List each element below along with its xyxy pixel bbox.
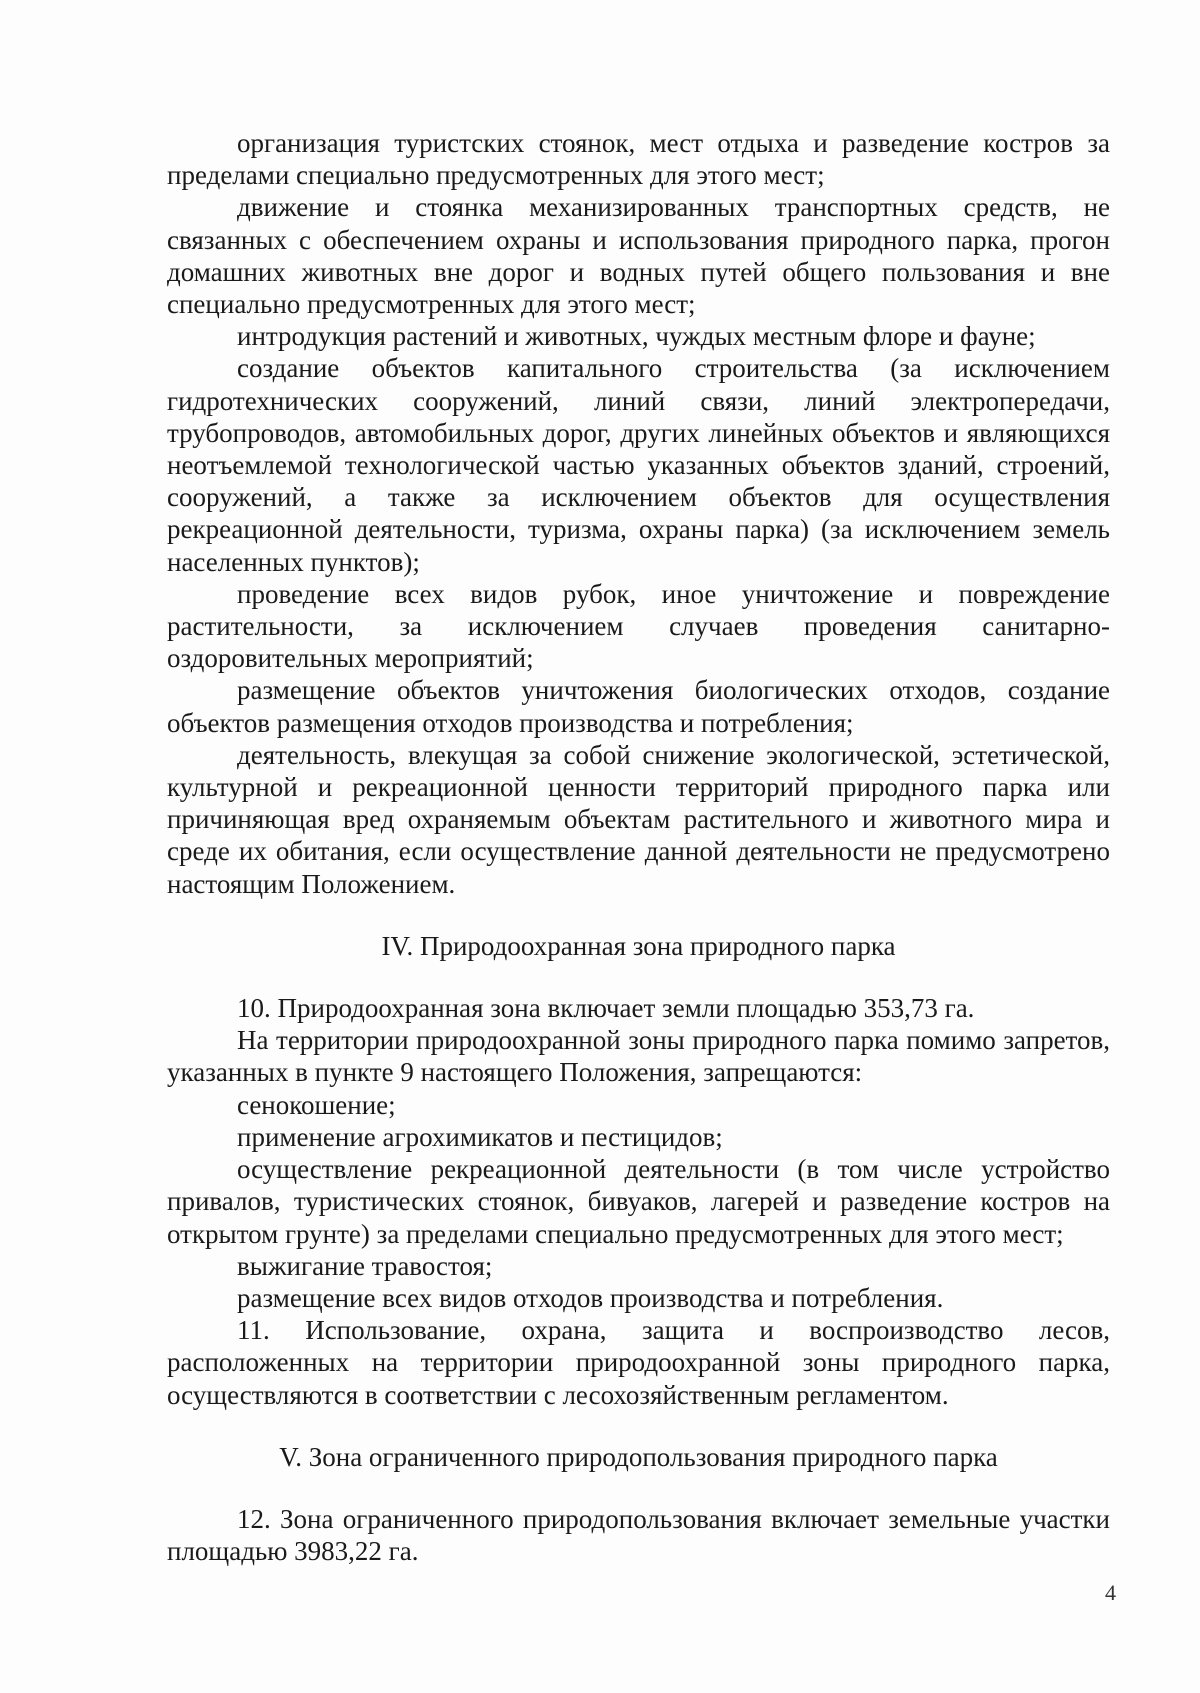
paragraph-item-12: 12. Зона ограниченного природопользования включает земельные участки площадью 3983,22 га. [167,1503,1110,1567]
section-heading-v: V. Зона ограниченного природопользования природного парка [279,1441,998,1472]
paragraph-prohibitions-intro: На территории природоохранной зоны природного парка помимо запретов, указанных в пункте 9 настоящего Положения, запрещаются: [167,1025,1110,1088]
paragraph-vehicle-movement: движение и стоянка механизированных транспортных средств, не связанных с обеспечением охраны и использования природного парка, прогон домашних животных вне дорог и водных путей общего пользования и вне специально предусмотренных для этого мест; [167,192,1110,320]
paragraph-recreation: осуществление рекреационной деятельности (в том числе устройство привалов, туристических стоянок, бивуаков, лагерей и разведение костров на открытом грунте) за пределами специально предусмотренных для этого мест; [167,1154,1110,1249]
paragraph-logging: проведение всех видов рубок, иное уничтожение и повреждение растительности, за исключением случаев проведения санитарно-оздоровительных мероприятий; [167,578,1110,674]
section-heading-iv: IV. Природоохранная зона природного парка [381,930,896,961]
document-body [167,127,1110,1567]
paragraph-tourist-camps: организация туристских стоянок, мест отдыха и разведение костров за пределами специально предусмотренных для этого мест; [167,128,1110,191]
paragraph-haymaking: сенокошение; [237,1089,396,1120]
paragraph-harmful-activity: деятельность, влекущая за собой снижение экологической, эстетической, культурной и рекреационной ценности территорий природного парка или причиняющая вред охраняемым объектам растительного и животного мира и среде их обитания, если осуществление данной деятельности не предусмотрено настоящим Положением. [167,739,1110,899]
paragraph-grass-burning: выжигание травостоя; [237,1250,493,1281]
paragraph-item-11: 11. Использование, охрана, защита и воспроизводство лесов, расположенных на территории природоохранной зоны природного парка, осуществляются в соответствии с лесохозяйственным регламентом. [167,1315,1110,1410]
paragraph-capital-construction: создание объектов капитального строительства (за исключением гидротехнических сооружений, линий связи, линий электропередачи, трубопроводов, автомобильных дорог, других линейных объектов и являющихся неотъемлемой технологической частью указанных объектов зданий, строений, сооружений, а также за исключением объектов для осуществления рекреационной деятельности, туризма, охраны парка) (за исключением земель населенных пунктов); [167,353,1110,577]
paragraph-species-introduction: интродукция растений и животных, чуждых местным флоре и фауне; [237,321,1036,352]
paragraph-item-10: 10. Природоохранная зона включает земли площадью 353,73 га. [237,993,975,1024]
paragraph-agrochemicals: применение агрохимикатов и пестицидов; [237,1121,723,1152]
paragraph-waste-placement: размещение всех видов отходов производства и потребления. [237,1282,944,1313]
paragraph-waste-disposal-facilities: размещение объектов уничтожения биологических отходов, создание объектов размещения отходов производства и потребления; [167,675,1110,738]
page-number: 4 [1105,1580,1116,1605]
